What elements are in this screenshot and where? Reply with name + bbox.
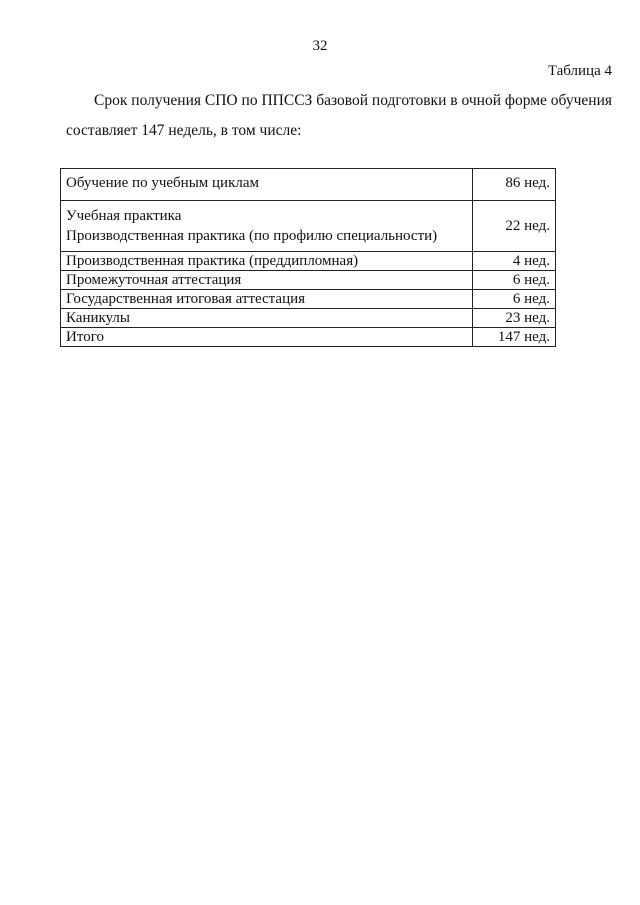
row-value: 86 нед.	[473, 169, 556, 201]
row-label: Каникулы	[61, 309, 473, 328]
study-duration-table	[60, 168, 556, 347]
row-label: Обучение по учебным циклам	[61, 169, 473, 201]
row-value: 6 нед.	[473, 271, 556, 290]
intro-paragraph: Срок получения СПО по ППССЗ базовой подготовки в очной форме обучения составляет 147 недель, в том числе:	[66, 92, 612, 139]
row-value: 23 нед.	[473, 309, 556, 328]
row-label: Итого	[61, 328, 473, 347]
table-caption: Таблица 4	[547, 63, 612, 79]
table-row	[61, 290, 556, 309]
table-row	[61, 271, 556, 290]
page-number: 32	[312, 38, 328, 54]
row-label: Промежуточная аттестация	[61, 271, 473, 290]
row-label-line: Учебная практика	[66, 208, 182, 224]
table-row	[61, 309, 556, 328]
row-label: Государственная итоговая аттестация	[61, 290, 473, 309]
row-value: 6 нед.	[473, 290, 556, 309]
row-label-line: Производственная практика (по профилю специальности)	[66, 228, 438, 244]
row-label: Производственная практика (преддипломная)	[61, 252, 473, 271]
row-value: 147 нед.	[473, 328, 556, 347]
table-row	[61, 169, 556, 201]
table-row	[61, 201, 556, 252]
row-value: 22 нед.	[473, 201, 556, 252]
table-row-total	[61, 328, 556, 347]
row-value: 4 нед.	[473, 252, 556, 271]
table-row	[61, 252, 556, 271]
row-label	[61, 201, 473, 252]
